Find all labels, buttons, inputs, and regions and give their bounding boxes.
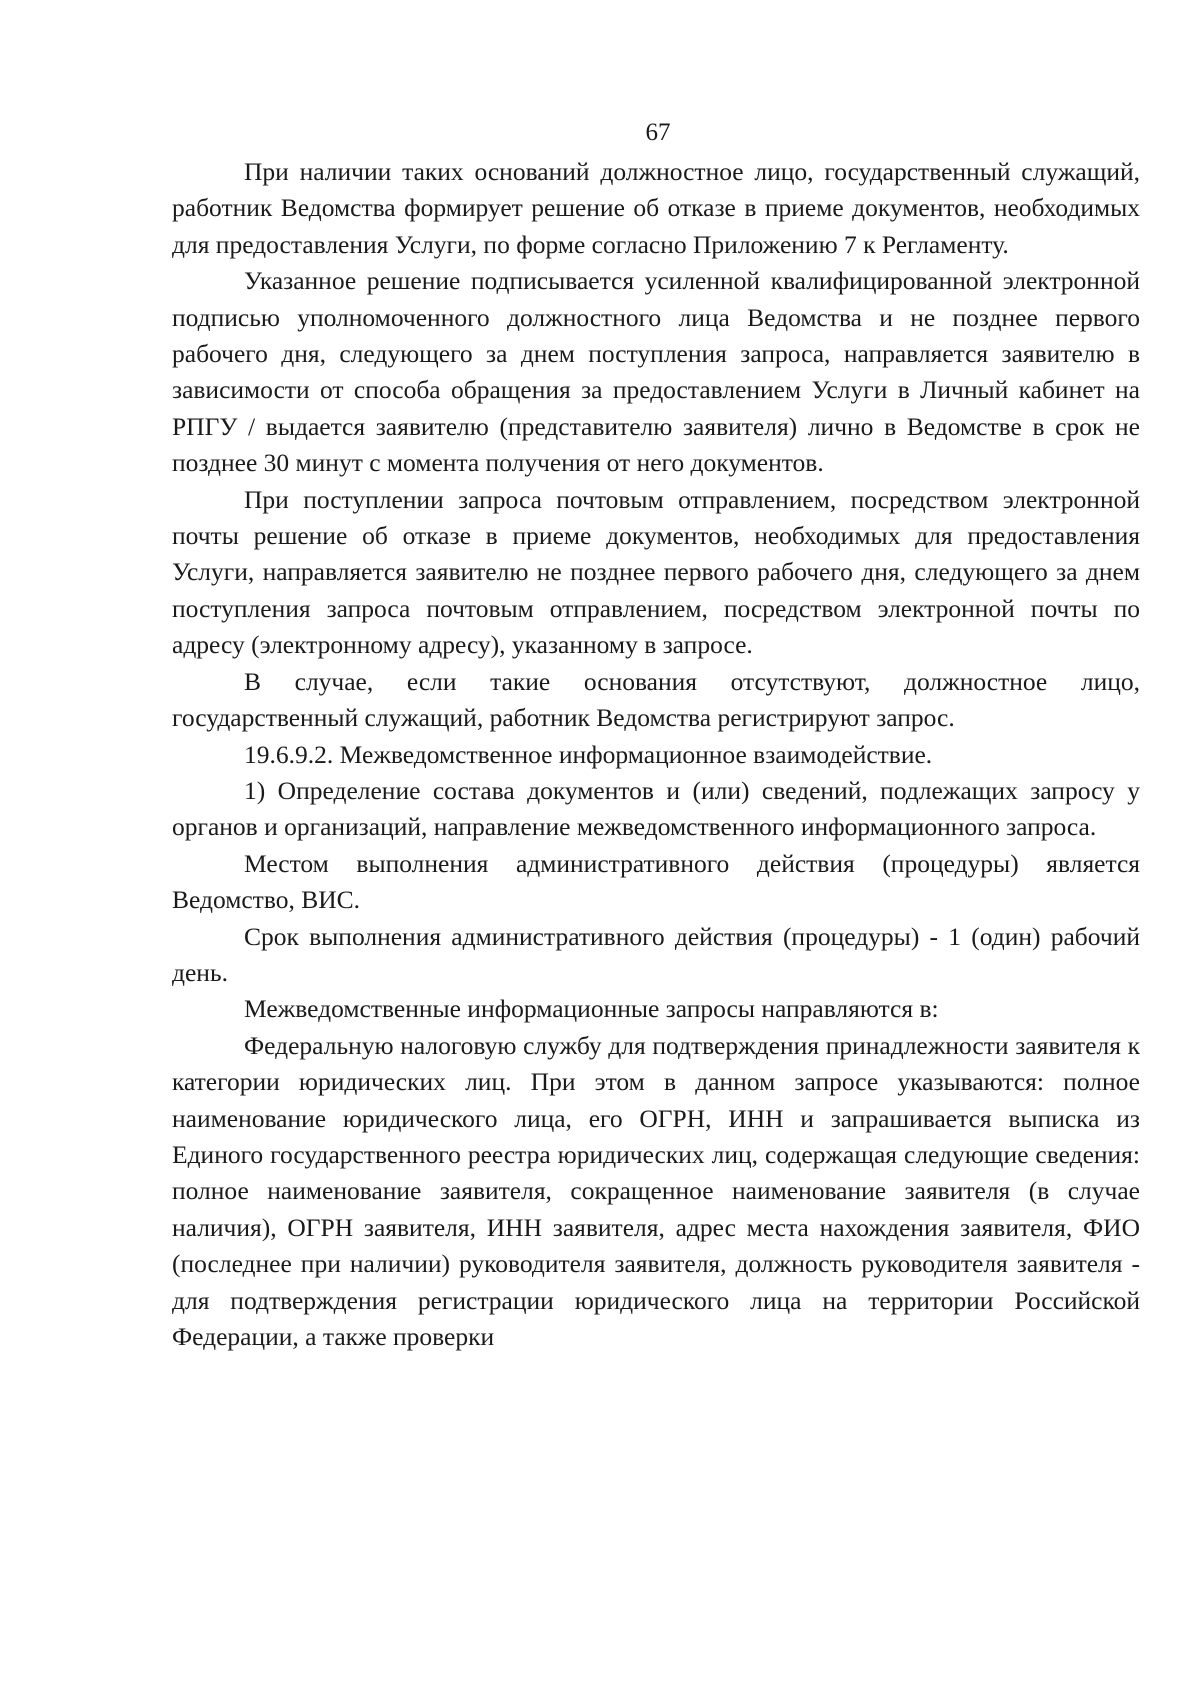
paragraph-place-of-execution: Местом выполнения административного действия (процедуры) является Ведомство, ВИС. <box>172 848 1140 915</box>
paragraph-requests-sent-to: Межведомственные информационные запросы направляются в: <box>244 994 939 1024</box>
paragraph-execution-term: Срок выполнения административного действия (процедуры) - 1 (один) рабочий день. <box>172 921 1140 987</box>
document-body <box>172 154 1140 1355</box>
paragraph-tax-service: Федеральную налоговую службу для подтверждения принадлежности заявителя к категории юридических лиц. При этом в данном запросе указываются: полное наименование юридического лица, его ОГРН, ИНН и запрашивается выписка из Единого государственного реестра юридических лиц, содержащая следующие сведения: полное наименование заявителя, сокращенное наименование заявителя (в случае наличия), ОГРН заявителя, ИНН заявителя, адрес места нахождения заявителя, ФИО (последнее при наличии) руководителя заявителя, должность руководителя заявителя - для подтверждения регистрации юридического лица на территории Российской Федерации, а также проверки <box>172 1030 1140 1351</box>
paragraph-decision-signing: Указанное решение подписывается усиленной квалифицированной электронной подписью уполномоченного должностного лица Ведомства и не позднее первого рабочего дня, следующего за днем поступления запроса, направляется заявителю в зависимости от способа обращения за предоставлением Услуги в Личный кабинет на РПГУ / выдается заявителю (представителю заявителя) лично в Ведомстве в срок не позднее 30 минут с момента получения от него документов. <box>172 266 1140 478</box>
paragraph-section-heading: 19.6.9.2. Межведомственное информационное взаимодействие. <box>244 739 933 769</box>
page-number: 67 <box>645 119 671 146</box>
paragraph-request-registration: В случае, если такие основания отсутствуют, должностное лицо, государственный служащий, работник Ведомства регистрируют запрос. <box>172 666 1140 733</box>
paragraph-list-item-1: 1) Определение состава документов и (или) сведений, подлежащих запросу у органов и организаций, направление межведомственного информационного запроса. <box>172 775 1140 842</box>
paragraph-refusal-decision: При наличии таких оснований должностное лицо, государственный служащий, работник Ведомства формирует решение об отказе в приеме документов, необходимых для предоставления Услуги, по форме согласно Приложению 7 к Регламенту. <box>172 157 1140 259</box>
paragraph-postal-request: При поступлении запроса почтовым отправлением, посредством электронной почты решение об отказе в приеме документов, необходимых для предоставления Услуги, направляется заявителю не позднее первого рабочего дня, следующего за днем поступления запроса почтовым отправлением, посредством электронной почты по адресу (электронному адресу), указанному в запросе. <box>172 484 1140 660</box>
